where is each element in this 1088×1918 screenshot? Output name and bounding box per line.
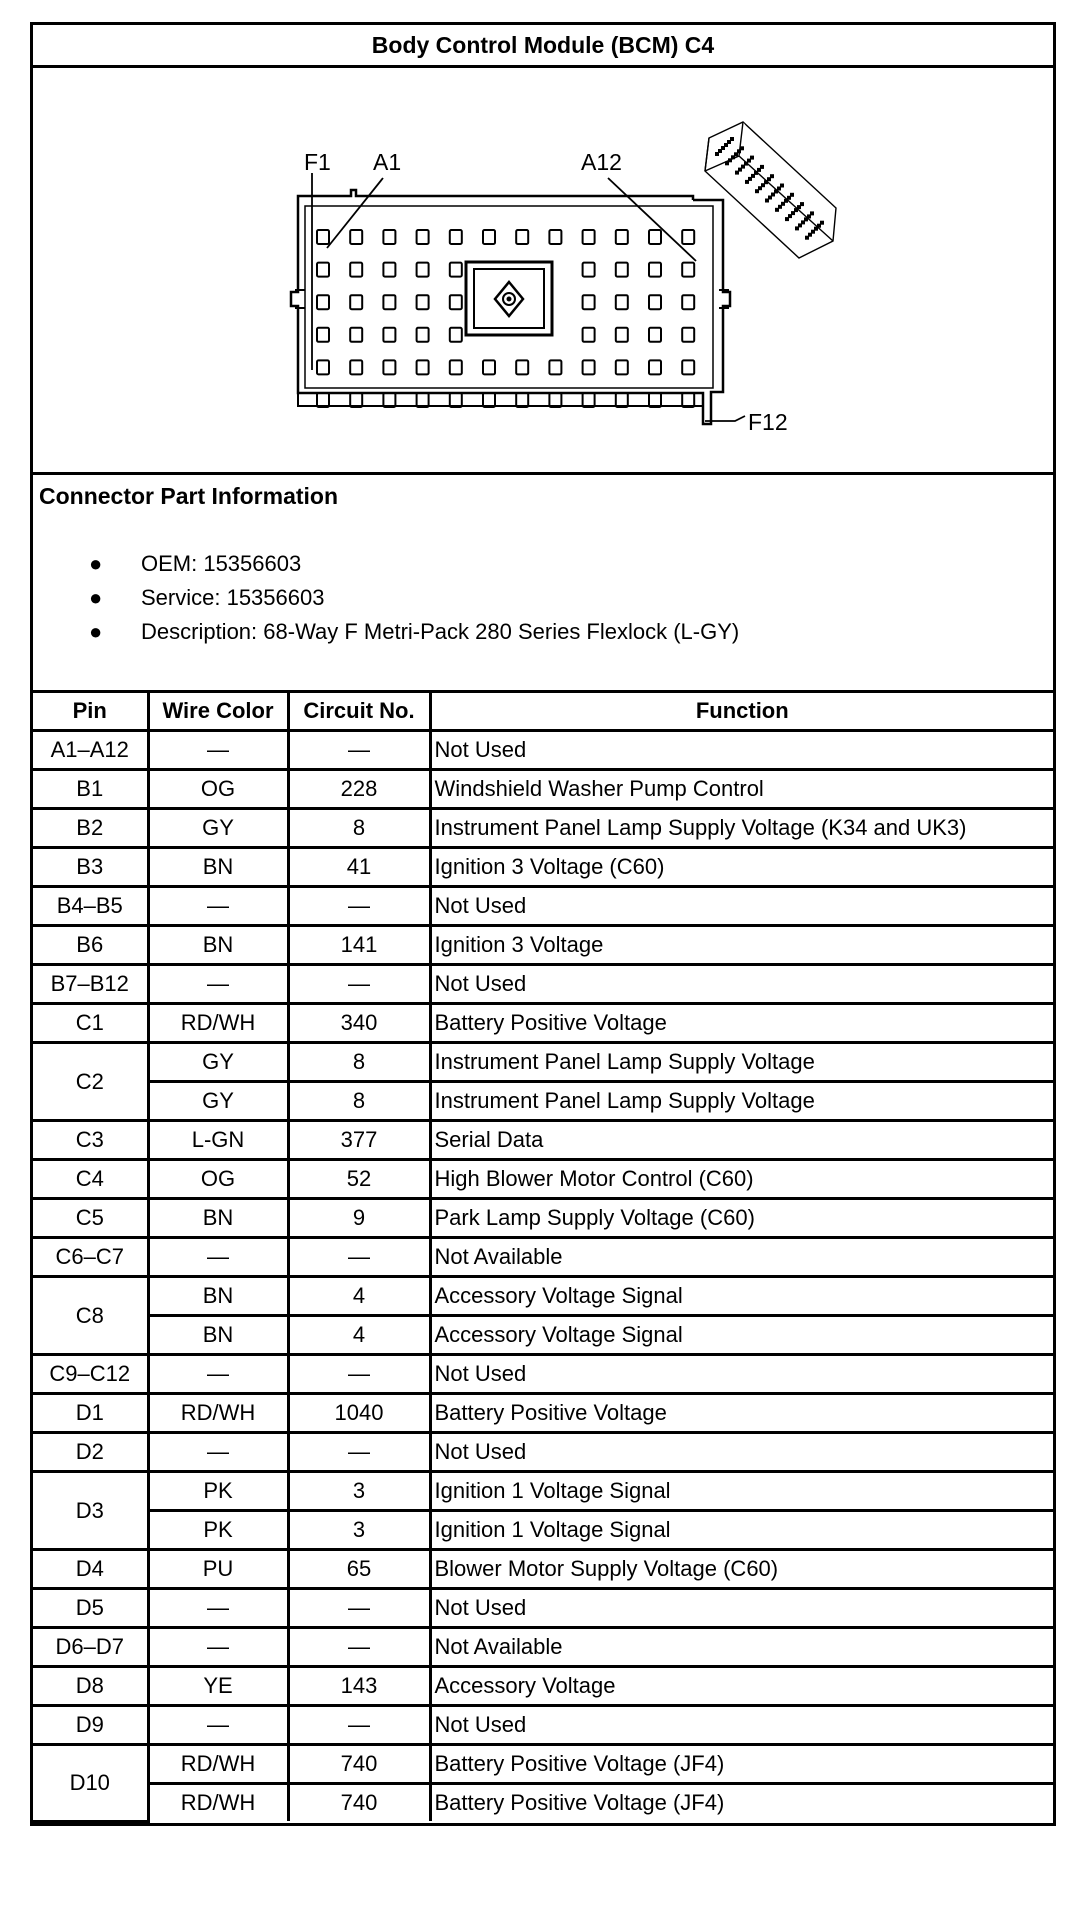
wire-color-cell: RD/WH (148, 1745, 288, 1784)
pin-cavity (383, 230, 395, 244)
function-cell: Accessory Voltage Signal (430, 1277, 1053, 1316)
pin-cavity (649, 295, 661, 309)
pin-cavity (317, 263, 329, 277)
pin-cavities (317, 230, 694, 407)
pin-cavity (417, 230, 429, 244)
pin-cavity (616, 360, 628, 374)
function-cell: Not Used (430, 1433, 1053, 1472)
pin-cavity (450, 230, 462, 244)
circuit-cell: 52 (288, 1160, 430, 1199)
pin-cell: C2 (33, 1043, 148, 1121)
pin-cavity (317, 230, 329, 244)
pin-cavity (649, 328, 661, 342)
table-row (33, 1784, 1053, 1822)
pin-cavity (383, 393, 395, 407)
function-cell: Not Available (430, 1238, 1053, 1277)
label-f1: F1 (304, 149, 331, 175)
list-item (33, 581, 739, 615)
pinout-table (33, 693, 1053, 1823)
pin-cell: D8 (33, 1667, 148, 1706)
function-cell: Serial Data (430, 1121, 1053, 1160)
function-cell: Park Lamp Supply Voltage (C60) (430, 1199, 1053, 1238)
pin-cavity (450, 295, 462, 309)
function-cell: Accessory Voltage Signal (430, 1316, 1053, 1355)
function-cell: Ignition 3 Voltage (C60) (430, 848, 1053, 887)
wire-color-cell: — (148, 731, 288, 770)
wire-color-cell: BN (148, 1277, 288, 1316)
bullet-icon: ● (89, 619, 103, 644)
pin-cavity (383, 328, 395, 342)
pin-cavity (417, 393, 429, 407)
table-row (33, 1706, 1053, 1745)
pin-cell: B7–B12 (33, 965, 148, 1004)
description: Description: 68-Way F Metri-Pack 280 Series Flexlock (L-GY) (141, 619, 740, 644)
circuit-cell: 4 (288, 1277, 430, 1316)
connector-housing (291, 190, 730, 424)
pin-cavity (549, 230, 561, 244)
list-item (33, 615, 739, 649)
table-row (33, 1316, 1053, 1355)
pin-cell: D3 (33, 1472, 148, 1550)
wire-color-cell: — (148, 1433, 288, 1472)
table-row (33, 848, 1053, 887)
wire-color-cell: YE (148, 1667, 288, 1706)
pin-cavity (383, 295, 395, 309)
pin-cell: B4–B5 (33, 887, 148, 926)
function-cell: Not Used (430, 965, 1053, 1004)
connector-diagram (33, 68, 1053, 475)
thumbnail-pin (750, 156, 754, 160)
table-row (33, 770, 1053, 809)
thumbnail-pin (780, 184, 784, 188)
pin-cavity (682, 328, 694, 342)
table-row (33, 1043, 1053, 1082)
table-row (33, 1238, 1053, 1277)
wire-color-cell: PU (148, 1550, 288, 1589)
pin-cell: C5 (33, 1199, 148, 1238)
pin-cavity (450, 328, 462, 342)
connector-thumbnail-icon (705, 122, 836, 258)
pin-cavity (450, 393, 462, 407)
pin-cavity (417, 360, 429, 374)
function-cell: Windshield Washer Pump Control (430, 770, 1053, 809)
pin-cell: C1 (33, 1004, 148, 1043)
pin-cell: D4 (33, 1550, 148, 1589)
wire-color-cell: L-GN (148, 1121, 288, 1160)
list-item (33, 547, 739, 581)
pin-cell: C3 (33, 1121, 148, 1160)
pin-cavity (616, 263, 628, 277)
pin-cavity (350, 295, 362, 309)
wire-color-cell: BN (148, 926, 288, 965)
circuit-cell: 9 (288, 1199, 430, 1238)
pin-cavity (450, 360, 462, 374)
pin-cavity (317, 393, 329, 407)
wire-color-cell: — (148, 1238, 288, 1277)
table-header-row (33, 693, 1053, 731)
pin-cavity (682, 393, 694, 407)
wire-color-cell: BN (148, 848, 288, 887)
circuit-cell: — (288, 965, 430, 1004)
thumbnail-pin (820, 221, 824, 225)
circuit-cell: 8 (288, 809, 430, 848)
part-info-list (33, 547, 739, 649)
pin-cavity (682, 360, 694, 374)
function-cell: High Blower Motor Control (C60) (430, 1160, 1053, 1199)
pin-cell: B1 (33, 770, 148, 809)
bullet-icon: ● (89, 551, 103, 576)
wire-color-cell: GY (148, 1043, 288, 1082)
connector-sheet (30, 22, 1056, 1826)
pin-cell: B2 (33, 809, 148, 848)
pin-cavity (583, 360, 595, 374)
wire-color-cell: OG (148, 1160, 288, 1199)
wire-color-cell: PK (148, 1472, 288, 1511)
column-header-pin: Pin (33, 693, 148, 731)
pin-cavity (483, 230, 495, 244)
column-header-function: Function (430, 693, 1053, 731)
pin-cavity (350, 263, 362, 277)
function-cell: Ignition 1 Voltage Signal (430, 1511, 1053, 1550)
pin-cavity (383, 263, 395, 277)
wire-color-cell: — (148, 965, 288, 1004)
wire-color-cell: — (148, 1628, 288, 1667)
table-row (33, 1433, 1053, 1472)
pin-cell: C4 (33, 1160, 148, 1199)
pin-cavity (516, 360, 528, 374)
pin-cavity (317, 295, 329, 309)
pin-cavity (649, 393, 661, 407)
function-cell: Ignition 3 Voltage (430, 926, 1053, 965)
circuit-cell: — (288, 1355, 430, 1394)
column-header-circuit-no: Circuit No. (288, 693, 430, 731)
pin-cavity (350, 393, 362, 407)
circuit-cell: 41 (288, 848, 430, 887)
function-cell: Not Used (430, 731, 1053, 770)
pin-cavity (682, 295, 694, 309)
pin-cavity (383, 360, 395, 374)
table-row (33, 887, 1053, 926)
connector-face-drawing (33, 68, 1053, 472)
circuit-cell: 141 (288, 926, 430, 965)
table-row (33, 1277, 1053, 1316)
function-cell: Instrument Panel Lamp Supply Voltage (K34 and UK3) (430, 809, 1053, 848)
page-title: Body Control Module (BCM) C4 (33, 25, 1053, 68)
pin-cell: B6 (33, 926, 148, 965)
function-cell: Not Available (430, 1628, 1053, 1667)
circuit-cell: — (288, 887, 430, 926)
pin-cavity (317, 328, 329, 342)
pin-cavity (417, 263, 429, 277)
function-cell: Not Used (430, 1589, 1053, 1628)
circuit-cell: 3 (288, 1472, 430, 1511)
circuit-cell: 340 (288, 1004, 430, 1043)
circuit-cell: — (288, 1433, 430, 1472)
circuit-cell: 740 (288, 1784, 430, 1822)
pin-cell: D2 (33, 1433, 148, 1472)
wire-color-cell: PK (148, 1511, 288, 1550)
wire-color-cell: OG (148, 770, 288, 809)
table-row (33, 809, 1053, 848)
pin-cavity (450, 263, 462, 277)
thumbnail-pin (730, 137, 734, 141)
wire-color-cell: GY (148, 809, 288, 848)
function-cell: Battery Positive Voltage (JF4) (430, 1784, 1053, 1822)
wire-color-cell: — (148, 1706, 288, 1745)
table-row (33, 1589, 1053, 1628)
table-row (33, 1199, 1053, 1238)
table-row (33, 1511, 1053, 1550)
pin-cavity (583, 393, 595, 407)
function-cell: Not Used (430, 887, 1053, 926)
table-row (33, 1160, 1053, 1199)
thumbnail-pin (770, 174, 774, 178)
service-number: Service: 15356603 (141, 585, 325, 610)
circuit-cell: — (288, 731, 430, 770)
pin-cavity (649, 263, 661, 277)
pin-cavity (549, 360, 561, 374)
table-row (33, 926, 1053, 965)
thumbnail-pin (790, 193, 794, 197)
pin-cavity (549, 393, 561, 407)
pin-cell: C6–C7 (33, 1238, 148, 1277)
wire-color-cell: — (148, 1589, 288, 1628)
pin-cavity (516, 393, 528, 407)
circuit-cell: 8 (288, 1082, 430, 1121)
pin-cavity (682, 230, 694, 244)
pin-cell: D1 (33, 1394, 148, 1433)
pin-cell: D6–D7 (33, 1628, 148, 1667)
wire-color-cell: RD/WH (148, 1784, 288, 1822)
table-row (33, 1004, 1053, 1043)
pin-cell: D5 (33, 1589, 148, 1628)
circuit-cell: — (288, 1628, 430, 1667)
function-cell: Not Used (430, 1706, 1053, 1745)
circuit-cell: 65 (288, 1550, 430, 1589)
circuit-cell: — (288, 1238, 430, 1277)
table-row (33, 1667, 1053, 1706)
pin-cavity (616, 328, 628, 342)
thumbnail-pin (760, 165, 764, 169)
wire-color-cell: — (148, 1355, 288, 1394)
function-cell: Instrument Panel Lamp Supply Voltage (430, 1043, 1053, 1082)
pin-cavity (583, 328, 595, 342)
wire-color-cell: RD/WH (148, 1394, 288, 1433)
pin-cavity (350, 328, 362, 342)
oem-number: OEM: 15356603 (141, 551, 302, 576)
table-row (33, 1472, 1053, 1511)
pin-cavity (583, 295, 595, 309)
wire-color-cell: — (148, 887, 288, 926)
wire-color-cell: RD/WH (148, 1004, 288, 1043)
bullet-icon: ● (89, 585, 103, 610)
pin-cavity (649, 230, 661, 244)
center-key (466, 262, 552, 335)
pin-cavity (649, 360, 661, 374)
pin-cavity (350, 230, 362, 244)
circuit-cell: — (288, 1589, 430, 1628)
pin-cavity (616, 230, 628, 244)
wire-color-cell: BN (148, 1199, 288, 1238)
function-cell: Ignition 1 Voltage Signal (430, 1472, 1053, 1511)
column-header-wire-color: Wire Color (148, 693, 288, 731)
pin-cavity (583, 263, 595, 277)
label-a1: A1 (373, 149, 402, 175)
pin-cell: A1–A12 (33, 731, 148, 770)
pin-cell: D10 (33, 1745, 148, 1822)
circuit-cell: 228 (288, 770, 430, 809)
pin-cavity (417, 295, 429, 309)
wire-color-cell: GY (148, 1082, 288, 1121)
table-row (33, 1628, 1053, 1667)
pin-cavity (417, 328, 429, 342)
pin-cavity (516, 230, 528, 244)
leader-lines (312, 173, 745, 421)
circuit-cell: — (288, 1706, 430, 1745)
table-row (33, 1550, 1053, 1589)
function-cell: Battery Positive Voltage (430, 1394, 1053, 1433)
pin-cavity (483, 360, 495, 374)
pin-cavity (350, 360, 362, 374)
circuit-cell: 1040 (288, 1394, 430, 1433)
pin-cell: C9–C12 (33, 1355, 148, 1394)
pin-cell: B3 (33, 848, 148, 887)
table-row (33, 1745, 1053, 1784)
function-cell: Battery Positive Voltage (JF4) (430, 1745, 1053, 1784)
circuit-cell: 377 (288, 1121, 430, 1160)
pin-cavity (616, 295, 628, 309)
label-f12: F12 (748, 409, 788, 435)
thumbnail-pin (740, 146, 744, 150)
table-row (33, 1394, 1053, 1433)
thumbnail-pin (810, 211, 814, 215)
connector-part-information (33, 475, 1053, 693)
pin-cavity (483, 393, 495, 407)
function-cell: Battery Positive Voltage (430, 1004, 1053, 1043)
pin-cell: C8 (33, 1277, 148, 1355)
table-row (33, 1082, 1053, 1121)
thumbnail-pin (800, 202, 804, 206)
table-row (33, 1355, 1053, 1394)
table-row (33, 731, 1053, 770)
label-a12: A12 (581, 149, 622, 175)
table-row (33, 965, 1053, 1004)
pin-cavity (616, 393, 628, 407)
pin-cell: D9 (33, 1706, 148, 1745)
circuit-cell: 8 (288, 1043, 430, 1082)
pin-cavity (682, 263, 694, 277)
table-row (33, 1121, 1053, 1160)
section-heading: Connector Part Information (39, 483, 339, 509)
pin-cavity (583, 230, 595, 244)
circuit-cell: 3 (288, 1511, 430, 1550)
function-cell: Blower Motor Supply Voltage (C60) (430, 1550, 1053, 1589)
wire-color-cell: BN (148, 1316, 288, 1355)
function-cell: Accessory Voltage (430, 1667, 1053, 1706)
circuit-cell: 143 (288, 1667, 430, 1706)
pin-cavity (317, 360, 329, 374)
circuit-cell: 4 (288, 1316, 430, 1355)
circuit-cell: 740 (288, 1745, 430, 1784)
function-cell: Instrument Panel Lamp Supply Voltage (430, 1082, 1053, 1121)
function-cell: Not Used (430, 1355, 1053, 1394)
